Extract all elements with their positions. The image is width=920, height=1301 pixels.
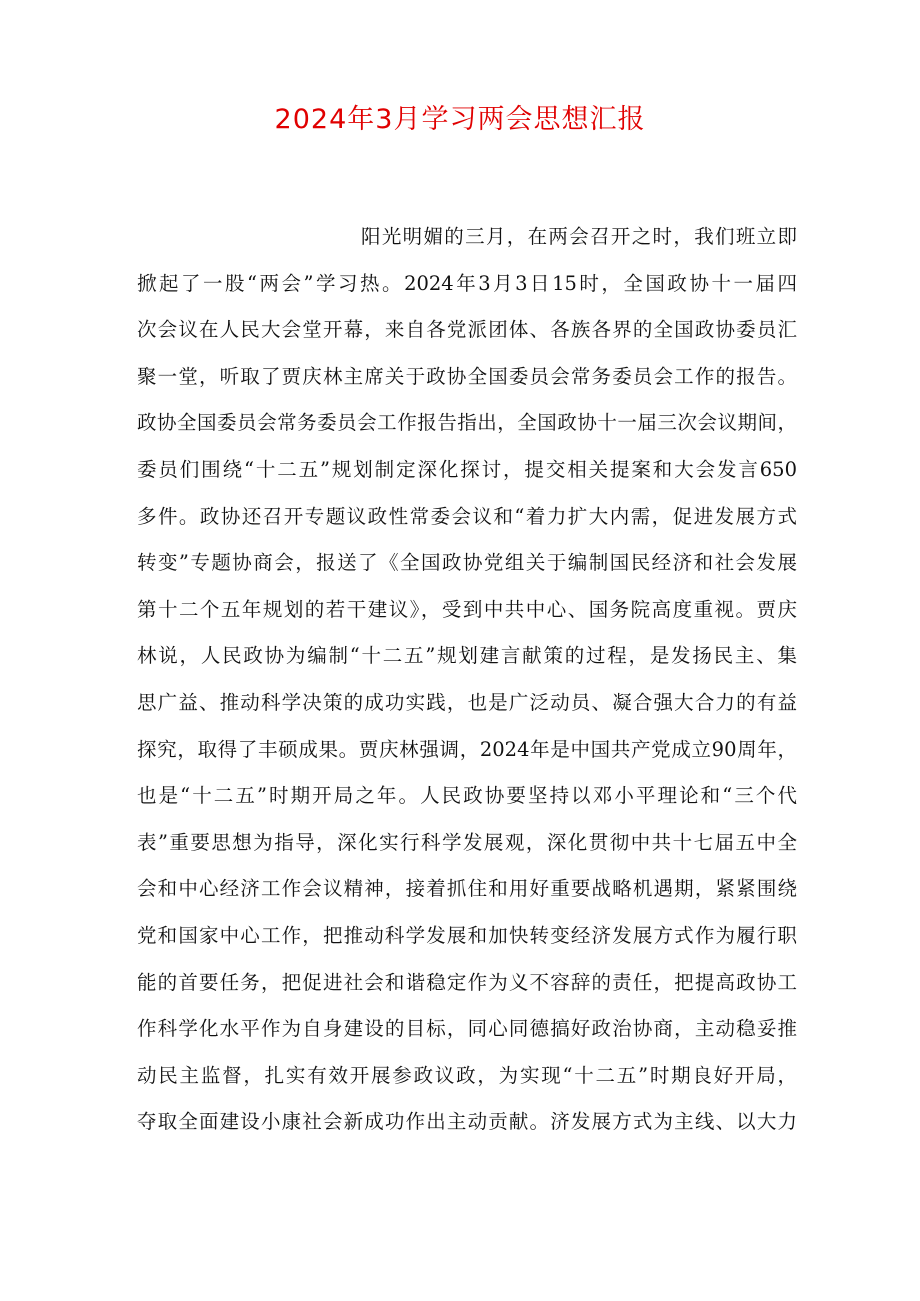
body-line: 思广益、推动科学决策的成功实践，也是广泛动员、凝合强大合力的有益 bbox=[137, 690, 797, 714]
body-line: 会和中心经济工作会议精神，接着抓住和用好重要战略机遇期，紧紧围绕 bbox=[137, 877, 797, 901]
body-line: 掀起了一股“两会”学习热。2024年3月3日15时，全国政协十一届四 bbox=[137, 271, 797, 295]
body-line: 林说，人民政协为编制“十二五”规划建言献策的过程，是发扬民主、集 bbox=[137, 644, 797, 668]
body-line: 夺取全面建设小康社会新成功作出主动贡献。济发展方式为主线、以大力 bbox=[137, 1110, 797, 1134]
body-line: 次会议在人民大会堂开幕，来自各党派团体、各族各界的全国政协委员汇 bbox=[137, 318, 797, 342]
body-line: 委员们围绕“十二五”规划制定深化探讨，提交相关提案和大会发言650 bbox=[137, 457, 797, 481]
body-line: 第十二个五年规划的若干建议》，受到中共中心、国务院高度重视。贾庆 bbox=[137, 597, 797, 621]
body-line: 作科学化水平作为自身建设的目标，同心同德搞好政治协商，主动稳妥推 bbox=[137, 1017, 797, 1041]
body-line: 政协全国委员会常务委员会工作报告指出，全国政协十一届三次会议期间， bbox=[137, 411, 797, 435]
body-line: 动民主监督，扎实有效开展参政议政，为实现“十二五”时期良好开局， bbox=[137, 1063, 797, 1087]
body-line: 也是“十二五”时期开局之年。人民政协要坚持以邓小平理论和“三个代 bbox=[137, 784, 797, 808]
document-title: 2024年3月学习两会思想汇报 bbox=[274, 104, 646, 135]
body-line: 探究，取得了丰硕成果。贾庆林强调，2024年是中国共产党成立90周年， bbox=[137, 737, 797, 761]
body-line: 能的首要任务，把促进社会和谐稳定作为义不容辞的责任，把提高政协工 bbox=[137, 970, 797, 994]
body-line: 聚一堂，听取了贾庆林主席关于政协全国委员会常务委员会工作的报告。 bbox=[137, 364, 797, 388]
body-line: 多件。政协还召开专题议政性常委会议和“着力扩大内需，促进发展方式 bbox=[137, 504, 797, 528]
body-line: 阳光明媚的三月，在两会召开之时，我们班立即 bbox=[361, 225, 797, 248]
body-line: 表”重要思想为指导，深化实行科学发展观，深化贯彻中共十七届五中全 bbox=[137, 830, 797, 854]
body-line: 转变”专题协商会，报送了《全国政协党组关于编制国民经济和社会发展 bbox=[137, 551, 797, 575]
body-line: 党和国家中心工作，把推动科学发展和加快转变经济发展方式作为履行职 bbox=[137, 923, 797, 947]
document-body bbox=[137, 218, 797, 1150]
